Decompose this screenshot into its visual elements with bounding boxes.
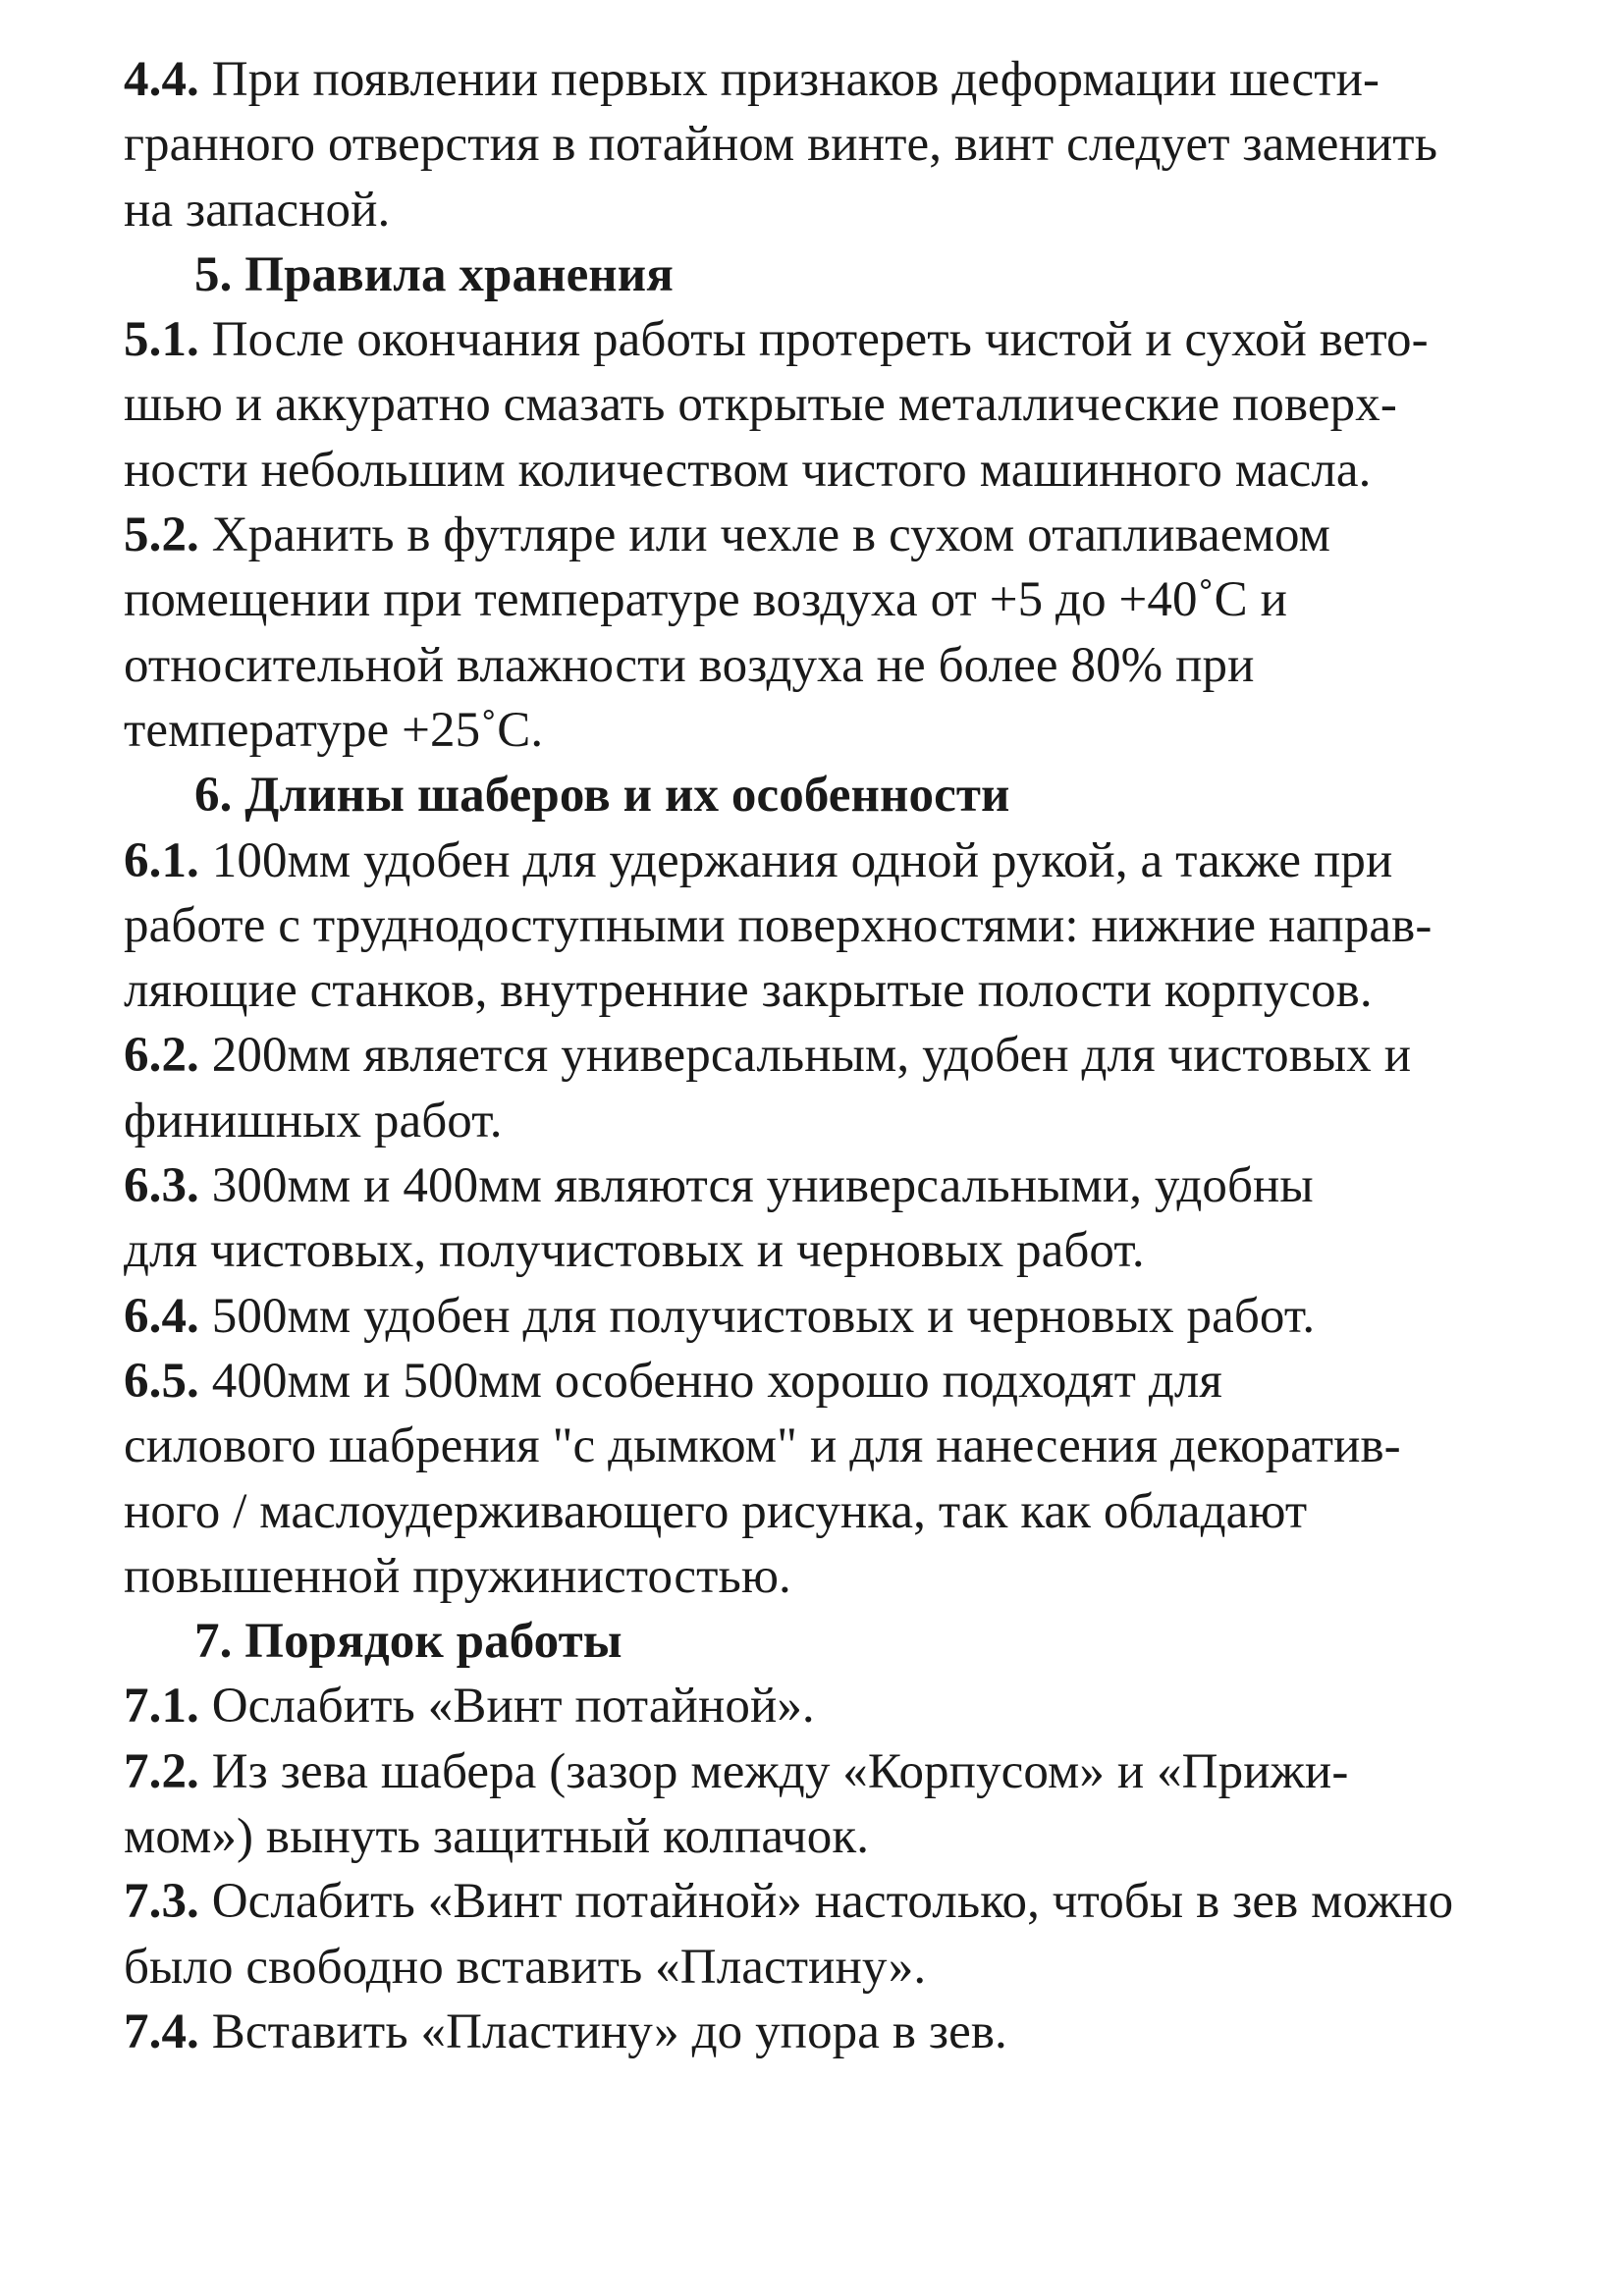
- line-text: Ослабить «Винт потайной».: [198, 1679, 815, 1735]
- paragraph-line: [124, 1349, 1567, 1414]
- clause-number: 6.2.: [124, 1028, 199, 1084]
- line-text: шью и аккуратно смазать открытые металлические поверх-: [124, 377, 1397, 433]
- line-text: 400мм и 500мм особенно хорошо подходят для: [198, 1353, 1222, 1409]
- line-text: Хранить в футляре или чехле в сухом отапливаемом: [198, 507, 1330, 563]
- line-text: Из зева шабера (зазор между «Корпусом» и «Прижи-: [198, 1743, 1349, 1799]
- paragraph-line: [124, 1674, 1567, 1738]
- line-text: относительной влажности воздуха не более 80% при: [124, 637, 1255, 693]
- clause-number: 4.4.: [124, 52, 199, 107]
- clause-number: 6.4.: [124, 1288, 199, 1344]
- paragraph-line: [124, 2000, 1567, 2064]
- line-text: Ослабить «Винт потайной» настолько, чтобы в зев можно: [198, 1874, 1454, 1930]
- paragraph-line: [124, 1089, 1567, 1153]
- clause-number: 6.1.: [124, 832, 199, 888]
- paragraph-line: [124, 893, 1567, 958]
- line-text: 200мм является универсальным, удобен для чистовых и: [198, 1028, 1412, 1084]
- paragraph-line: [124, 828, 1567, 893]
- paragraph-line: [124, 698, 1567, 763]
- line-text: При появлении первых признаков деформации шести-: [198, 52, 1380, 107]
- line-text: температуре +25˚С.: [124, 702, 544, 758]
- paragraph-line: [124, 1153, 1567, 1218]
- clause-number: 7.2.: [124, 1743, 199, 1799]
- paragraph-line: [124, 1739, 1567, 1804]
- line-text: После окончания работы протереть чистой и сухой вето-: [198, 312, 1429, 368]
- paragraph-line: [124, 112, 1567, 177]
- clause-number: 5.1.: [124, 312, 199, 368]
- line-text: на запасной.: [124, 182, 391, 238]
- paragraph-line: [124, 1804, 1567, 1869]
- line-text: гранного отверстия в потайном винте, винт следует заменить: [124, 117, 1438, 173]
- paragraph-line: [124, 1479, 1567, 1544]
- line-text: помещении при температуре воздуха от +5 до +40˚С и: [124, 572, 1288, 628]
- line-text: 300мм и 400мм являются универсальными, удобны: [198, 1158, 1314, 1214]
- line-text: финишных работ.: [124, 1093, 503, 1148]
- line-text: 100мм удобен для удержания одной рукой, а также при: [198, 832, 1393, 888]
- paragraph-line: [124, 307, 1567, 372]
- paragraph-line: [124, 958, 1567, 1023]
- clause-number: 7.4.: [124, 2003, 199, 2059]
- line-text: мом») вынуть защитный колпачок.: [124, 1809, 870, 1865]
- paragraph-line: [124, 1869, 1567, 1934]
- clause-number: 7.3.: [124, 1874, 199, 1930]
- document-body: [124, 47, 1567, 2064]
- section-heading: 5. Правила хранения: [194, 246, 674, 302]
- line-text: 500мм удобен для получистовых и черновых работ.: [198, 1288, 1316, 1344]
- paragraph-line: [124, 1544, 1567, 1609]
- line-text: для чистовых, получистовых и черновых работ.: [124, 1223, 1145, 1279]
- paragraph-line: [124, 372, 1567, 437]
- paragraph-line: [124, 503, 1567, 567]
- paragraph-line: [124, 47, 1567, 112]
- line-text: силового шабрения "с дымком" и для нанесения декоратив-: [124, 1418, 1401, 1474]
- paragraph-line: [124, 633, 1567, 698]
- line-text: Вставить «Пластину» до упора в зев.: [198, 2003, 1007, 2059]
- line-text: ности небольшим количеством чистого машинного масла.: [124, 442, 1372, 498]
- line-text: ного / маслоудерживающего рисунка, так как обладают: [124, 1483, 1308, 1539]
- line-text: было свободно вставить «Пластину».: [124, 1939, 927, 1995]
- paragraph-line: [124, 1023, 1567, 1088]
- section-heading: 7. Порядок работы: [194, 1614, 622, 1670]
- section-heading: 6. Длины шаберов и их особенности: [194, 768, 1010, 824]
- line-text: повышенной пружинистостью.: [124, 1548, 791, 1604]
- line-text: ляющие станков, внутренние закрытые полости корпусов.: [124, 963, 1373, 1019]
- clause-number: 5.2.: [124, 507, 199, 563]
- paragraph-line: [124, 567, 1567, 632]
- clause-number: 6.5.: [124, 1353, 199, 1409]
- paragraph-line: [124, 1284, 1567, 1349]
- paragraph-line: [124, 1935, 1567, 2000]
- clause-number: 6.3.: [124, 1158, 199, 1214]
- paragraph-line: [124, 1218, 1567, 1283]
- paragraph-line: [124, 438, 1567, 503]
- paragraph-line: [124, 178, 1567, 242]
- line-text: работе с труднодоступными поверхностями: нижние направ-: [124, 897, 1433, 953]
- paragraph-line: [124, 1414, 1567, 1478]
- clause-number: 7.1.: [124, 1679, 199, 1735]
